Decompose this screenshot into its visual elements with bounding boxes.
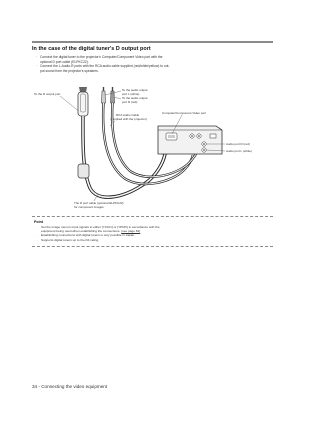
connection-diagram-svg [32, 78, 272, 214]
step-text: optional D port cable (ELPKC22). [40, 59, 89, 64]
steps-list [37, 55, 273, 74]
label-rca-cable-2: (supplied with the projector) [110, 117, 147, 121]
section-title: In the case of the digital tuner's D output port [32, 46, 151, 52]
point-list [38, 225, 270, 242]
label-audio-port-r: Audio port R (red) [226, 142, 250, 146]
rca-plug-red-icon [111, 87, 115, 103]
label-audio-port-l: Audio port L (white) [226, 149, 252, 153]
label-audio-output-r: To the audio output [122, 96, 148, 100]
point-divider-top [32, 216, 273, 217]
point-text: · Supports digital tuners up to the D4 rating. [41, 237, 99, 242]
step-text: · Connect the L-Audio-R ports with the RCA audio cable supplied (red/white/yellow) to out- [40, 64, 170, 69]
connection-diagram [32, 78, 272, 214]
label-rca-cable: RCA Audio Cable [116, 113, 140, 117]
d-plug-icon [78, 87, 88, 116]
d-port-cable [83, 116, 165, 197]
step-text: · Connect the digital tuner to the projector's Computer/Component Video port with the [40, 55, 163, 59]
label-component-port: Computer/Component Video port [162, 111, 206, 115]
label-audio-output-r-2: port R (red) [122, 100, 138, 104]
see-page-link[interactable]: (see page 62) [121, 229, 141, 234]
point-divider-bottom [32, 246, 273, 247]
point-item [38, 225, 270, 233]
step-item [37, 64, 273, 73]
rca-plug-white-icon [102, 87, 106, 103]
label-d-port-cable-2: for component images [74, 205, 104, 209]
point-text: · Establishing connections with digital tuners is only possible in Japan. [41, 233, 136, 238]
point-text: equipment being used when establishing the connections. [41, 229, 121, 234]
label-audio-output-l: To the audio output [122, 88, 148, 92]
point-item [38, 238, 270, 242]
step-text: put sound from the projector's speakers. [40, 69, 99, 74]
label-d-port-cable: The D port cable (optional ELPKC22) [74, 201, 124, 205]
point-heading: Point [34, 220, 43, 224]
projector-panel-icon [158, 126, 222, 154]
label-audio-output-l-2: port L (white) [122, 92, 140, 96]
page-footer: 34 - Connecting the video equipment [32, 384, 108, 389]
label-d-output-port: To the D output port [34, 92, 61, 96]
point-text: · Set the image menu's input signals to either [YCbCr] or [YPbPr] in accordance with the [41, 225, 160, 229]
ferrite-core-icon [78, 164, 89, 178]
header-rule [32, 41, 273, 43]
step-item [37, 55, 273, 64]
